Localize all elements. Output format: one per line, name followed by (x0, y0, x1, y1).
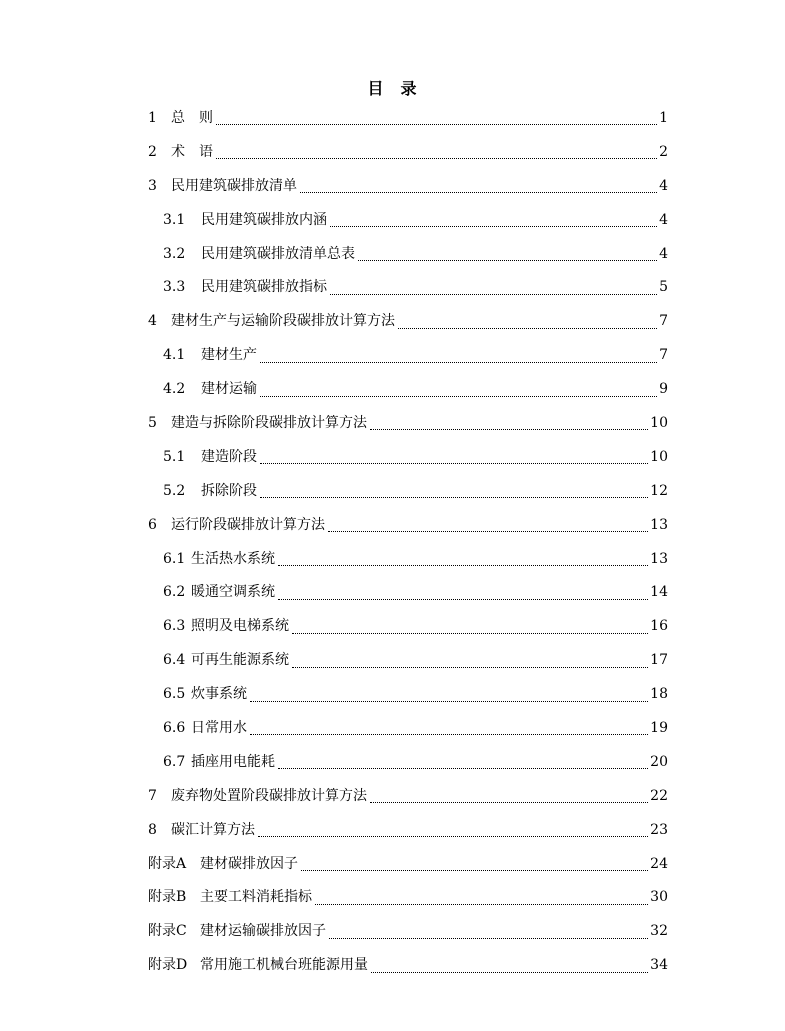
toc-entry-page: 20 (650, 753, 668, 770)
toc-entry-label: 总 则 (171, 109, 213, 126)
dot-leader (278, 758, 648, 769)
toc-entry[interactable] (148, 372, 668, 406)
toc-entry-page: 18 (650, 686, 668, 703)
toc-entry-label: 暖通空调系统 (191, 584, 275, 601)
toc-entry-page: 23 (650, 821, 668, 838)
toc-entry-label: 建造与拆除阶段碳排放计算方法 (171, 414, 367, 431)
dot-leader (330, 284, 657, 295)
toc-entry-label: 建材运输碳排放因子 (200, 923, 326, 940)
dot-leader (250, 724, 648, 735)
toc-entry-page: 19 (650, 719, 668, 736)
toc-entry-number: 2 (148, 143, 157, 160)
toc-entry[interactable] (148, 169, 668, 203)
toc-entry[interactable] (148, 643, 668, 677)
dot-leader (260, 487, 648, 498)
toc-entry-number: 6.7 (163, 753, 186, 770)
toc-entry-page: 13 (650, 550, 668, 567)
toc-entry[interactable] (148, 135, 668, 169)
page-title (0, 76, 785, 99)
toc-entry-number: 3 (148, 177, 157, 194)
toc-entry-page: 14 (650, 584, 668, 601)
toc-entry-page: 34 (650, 957, 668, 974)
toc-entry-label: 炊事系统 (191, 686, 247, 703)
toc-entry-label: 可再生能源系统 (191, 652, 289, 669)
toc-entry[interactable] (148, 203, 668, 237)
toc-entry-label: 民用建筑碳排放内涵 (201, 211, 327, 228)
toc-entry-number: 附录C (148, 923, 187, 940)
dot-leader (301, 860, 648, 871)
title-part-1: 目 (367, 79, 385, 98)
toc-entry-page: 17 (650, 652, 668, 669)
toc-entry[interactable] (148, 270, 668, 304)
toc-entry-number: 6.2 (163, 584, 186, 601)
toc-entry-number: 4.2 (163, 381, 186, 398)
toc-entry-page: 5 (659, 279, 668, 296)
toc-entry-number: 6.5 (163, 686, 186, 703)
toc-entry-number: 3.1 (163, 211, 186, 228)
toc-entry-label: 民用建筑碳排放指标 (201, 279, 327, 296)
toc-entry-label: 建造阶段 (201, 448, 257, 465)
toc-entry-label: 碳汇计算方法 (171, 821, 255, 838)
toc-entry[interactable] (148, 440, 668, 474)
dot-leader (330, 216, 657, 227)
toc-entry-label: 民用建筑碳排放清单总表 (201, 245, 355, 262)
toc-entry-number: 5.2 (163, 482, 186, 499)
toc-entry-page: 4 (659, 245, 668, 262)
toc-entry-page: 7 (659, 313, 668, 330)
toc-entry-number: 5.1 (163, 448, 186, 465)
toc-entry-label: 照明及电梯系统 (191, 618, 289, 635)
toc-entry-page: 22 (650, 787, 668, 804)
dot-leader (371, 962, 648, 973)
toc-entry-number: 4.1 (163, 347, 186, 364)
toc-entry[interactable] (148, 542, 668, 576)
toc-entry-number: 5 (148, 414, 157, 431)
toc-entry-label: 建材运输 (201, 381, 257, 398)
toc-entry-number: 6.1 (163, 550, 186, 567)
dot-leader (300, 182, 657, 193)
toc-entry[interactable] (148, 338, 668, 372)
toc-entry-number: 6.6 (163, 719, 186, 736)
toc-entry[interactable] (148, 914, 668, 948)
toc-entry-label: 建材生产与运输阶段碳排放计算方法 (171, 313, 395, 330)
toc-entry-number: 附录B (148, 889, 187, 906)
toc-entry-number: 1 (148, 109, 157, 126)
toc-entry-number: 6.3 (163, 618, 186, 635)
toc-entry-page: 32 (650, 923, 668, 940)
dot-leader (260, 352, 657, 363)
toc-entry-page: 7 (659, 347, 668, 364)
toc-entry-label: 主要工料消耗指标 (200, 889, 312, 906)
dot-leader (328, 521, 648, 532)
toc-entry[interactable] (148, 745, 668, 779)
toc-entry-label: 插座用电能耗 (191, 753, 275, 770)
dot-leader (370, 419, 648, 430)
toc-entry-number: 4 (148, 313, 157, 330)
dot-leader (278, 589, 648, 600)
toc-entry-label: 建材碳排放因子 (200, 855, 298, 872)
toc-entry-label: 民用建筑碳排放清单 (171, 177, 297, 194)
toc-entry-label: 日常用水 (191, 719, 247, 736)
dot-leader (278, 555, 648, 566)
toc-entry-number: 附录A (148, 855, 187, 872)
dot-leader (398, 318, 657, 329)
toc-entry-label: 建材生产 (201, 347, 257, 364)
toc-entry-page: 16 (650, 618, 668, 635)
toc-entry-label: 生活热水系统 (191, 550, 275, 567)
toc-entry-page: 10 (650, 414, 668, 431)
dot-leader (292, 657, 648, 668)
title-part-2: 录 (400, 79, 418, 98)
toc-entry-number: 3.3 (163, 279, 186, 296)
toc-entry-page: 24 (650, 855, 668, 872)
toc-entry-label: 术 语 (171, 143, 213, 160)
toc-entry[interactable] (148, 575, 668, 609)
dot-leader (292, 623, 648, 634)
toc-entry-number: 6 (148, 516, 157, 533)
toc-entry-page: 4 (659, 177, 668, 194)
toc-entry[interactable] (148, 237, 668, 271)
dot-leader (315, 894, 648, 905)
toc-entry-number: 7 (148, 787, 157, 804)
toc-entry[interactable] (148, 101, 668, 135)
dot-leader (250, 691, 648, 702)
toc-entry-label: 运行阶段碳排放计算方法 (171, 516, 325, 533)
dot-leader (329, 928, 648, 939)
toc-entry-label: 废弃物处置阶段碳排放计算方法 (171, 787, 367, 804)
toc-entry[interactable] (148, 406, 668, 440)
toc-entry[interactable] (148, 609, 668, 643)
dot-leader (370, 792, 648, 803)
toc-entry-label: 常用施工机械台班能源用量 (200, 957, 368, 974)
toc-entry[interactable] (148, 847, 668, 881)
toc-entry-page: 30 (650, 889, 668, 906)
dot-leader (216, 148, 657, 159)
toc-entry-page: 9 (659, 381, 668, 398)
dot-leader (260, 386, 657, 397)
table-of-contents (148, 101, 668, 982)
dot-leader (358, 250, 657, 261)
toc-entry[interactable] (148, 880, 668, 914)
toc-entry[interactable] (148, 304, 668, 338)
toc-entry-page: 13 (650, 516, 668, 533)
toc-entry[interactable] (148, 779, 668, 813)
toc-entry-number: 3.2 (163, 245, 186, 262)
toc-entry[interactable] (148, 474, 668, 508)
toc-entry-label: 拆除阶段 (201, 482, 257, 499)
toc-entry-number: 6.4 (163, 652, 186, 669)
toc-entry-number: 附录D (148, 957, 188, 974)
toc-entry-page: 10 (650, 448, 668, 465)
toc-entry[interactable] (148, 711, 668, 745)
toc-entry-page: 2 (659, 143, 668, 160)
toc-entry-page: 1 (659, 109, 668, 126)
toc-entry[interactable] (148, 677, 668, 711)
toc-entry-page: 12 (650, 482, 668, 499)
dot-leader (260, 453, 648, 464)
toc-entry-page: 4 (659, 211, 668, 228)
toc-entry[interactable] (148, 948, 668, 982)
toc-entry[interactable] (148, 508, 668, 542)
toc-entry-number: 8 (148, 821, 157, 838)
dot-leader (258, 826, 648, 837)
dot-leader (216, 114, 657, 125)
toc-entry[interactable] (148, 813, 668, 847)
